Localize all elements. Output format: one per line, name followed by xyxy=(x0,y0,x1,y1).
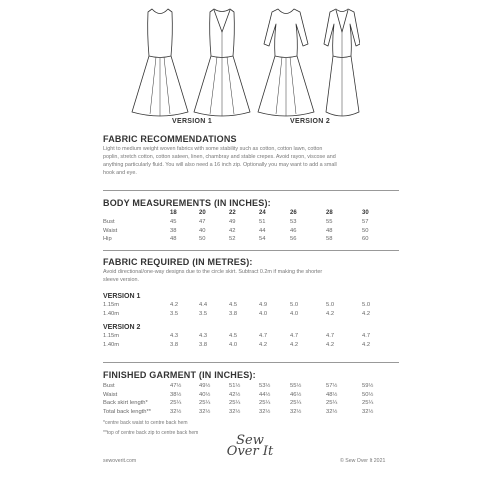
table-row-label: Waist xyxy=(103,227,118,234)
table-row-cell: 5.0 xyxy=(326,302,335,308)
table-row-cell: 53 xyxy=(290,219,297,225)
size-header-cell: 24 xyxy=(259,210,266,216)
divider xyxy=(103,250,399,251)
logo-line: Sew xyxy=(236,433,264,448)
table-row-cell: 32½ xyxy=(229,408,241,415)
version1-label: VERSION 1 xyxy=(172,118,213,125)
table-row-cell: 4.0 xyxy=(229,342,238,348)
table-row-cell: 58 xyxy=(326,236,333,242)
table-row-cell: 4.2 xyxy=(326,311,335,317)
table-row-cell: 51½ xyxy=(229,383,241,389)
fabric-line: anything particularly fluid. You will also need a 16 inch zip. Optionally you may want to add a small xyxy=(103,162,337,168)
table-row-label: 1.15m xyxy=(103,302,120,308)
table-row-cell: 4.7 xyxy=(290,333,299,339)
table-row-cell: 47½ xyxy=(170,383,182,389)
table-row-cell: 25¼ xyxy=(259,400,271,406)
table-row-cell: 4.2 xyxy=(290,342,299,348)
version1-front-dress xyxy=(132,9,188,116)
table-row-label: Waist xyxy=(103,391,118,398)
table-row-cell: 25¼ xyxy=(170,400,182,406)
table-row-cell: 4.2 xyxy=(170,302,179,308)
table-row-label: 1.15m xyxy=(103,333,120,339)
size-header-cell: 28 xyxy=(326,210,333,216)
table-row-cell: 53½ xyxy=(259,383,271,389)
version2-front-dress xyxy=(258,9,314,116)
footnote: *centre back waist to centre back hem xyxy=(103,420,188,426)
footnote: **top of centre back zip to centre back hem xyxy=(103,430,199,436)
sew-over-it-logo xyxy=(220,435,280,457)
dress-illustrations xyxy=(130,4,360,129)
fabric-line: poplin, stretch cotton, cotton sateen, linen, chambray and stable crepes. Avoid rayon, viscose and xyxy=(103,154,336,160)
table-row xyxy=(103,333,399,341)
table-row-cell: 32½ xyxy=(326,408,338,415)
table-row xyxy=(103,342,399,350)
divider xyxy=(103,362,399,363)
table-row-cell: 5.0 xyxy=(290,302,299,308)
table-row-cell: 4.2 xyxy=(259,342,268,348)
table-row-cell: 3.8 xyxy=(229,311,238,317)
table-row-cell: 40½ xyxy=(199,391,211,398)
version2-back-dress xyxy=(324,9,360,116)
table-row-cell: 25¼ xyxy=(229,400,241,406)
fabric-recommendations-heading: FABRIC RECOMMENDATIONS xyxy=(103,134,237,144)
fabric-line: Light to medium weight woven fabrics with some stability such as cotton, cotton lawn, cotton xyxy=(103,146,323,152)
fabric-recommendations-text xyxy=(103,145,399,177)
table-row-cell: 4.7 xyxy=(259,333,268,339)
table-row-label: Bust xyxy=(103,383,115,389)
table-row-label: Total back length** xyxy=(103,408,152,415)
required-line: Avoid directional/one-way designs due to the circle skirt. Subtract 0.2m if making the shorter xyxy=(103,269,323,275)
table-row-cell: 59½ xyxy=(362,383,374,389)
table-row-cell: 60 xyxy=(362,236,369,242)
version2-subheading: VERSION 2 xyxy=(103,324,141,331)
table-row-cell: 4.4 xyxy=(199,302,208,308)
table-row-cell: 5.0 xyxy=(362,302,371,308)
table-row-cell: 48½ xyxy=(326,391,338,398)
table-row-cell: 4.0 xyxy=(259,311,268,317)
table-row-cell: 50½ xyxy=(362,391,374,398)
table-row-cell: 25¼ xyxy=(290,400,302,406)
size-header-row xyxy=(103,210,399,218)
table-row-cell: 3.5 xyxy=(170,311,179,317)
table-row-cell: 52 xyxy=(229,236,236,242)
table-row-cell: 4.9 xyxy=(259,302,268,308)
table-row-cell: 46½ xyxy=(290,391,302,398)
table-row-cell: 4.5 xyxy=(229,333,238,339)
table-row-cell: 25¼ xyxy=(362,400,374,406)
table-row xyxy=(103,219,399,227)
table-row-label: Hip xyxy=(103,236,112,242)
version1-subheading: VERSION 1 xyxy=(103,293,141,300)
table-row-cell: 55 xyxy=(326,219,333,225)
table-row-cell: 57 xyxy=(362,219,369,225)
table-row-cell: 51 xyxy=(259,219,266,225)
table-row-cell: 38 xyxy=(170,227,177,234)
table-row-cell: 3.8 xyxy=(199,342,208,348)
table-row-cell: 40 xyxy=(199,227,206,234)
table-row xyxy=(103,383,399,391)
table-row-label: Back skirt length* xyxy=(103,400,148,406)
table-row-label: Bust xyxy=(103,219,115,225)
table-row xyxy=(103,302,399,310)
table-row-cell: 46 xyxy=(290,227,297,234)
size-header-cell: 20 xyxy=(199,210,206,216)
table-row xyxy=(103,400,399,408)
table-row-cell: 4.2 xyxy=(362,311,371,317)
table-row-cell: 42 xyxy=(229,227,236,234)
body-measurements-heading: BODY MEASUREMENTS (IN INCHES): xyxy=(103,198,271,208)
table-row-cell: 4.3 xyxy=(199,333,208,339)
table-row-label: 1.40m xyxy=(103,311,120,317)
table-row-label: 1.40m xyxy=(103,342,120,348)
size-header-cell: 22 xyxy=(229,210,236,216)
table-row-cell: 32½ xyxy=(170,408,182,415)
table-row xyxy=(103,409,399,417)
table-row-cell: 50 xyxy=(199,236,206,242)
website-link[interactable]: sewoverit.com xyxy=(103,458,137,464)
size-header-cell: 26 xyxy=(290,210,297,216)
table-row-cell: 4.7 xyxy=(362,333,371,339)
table-row-cell: 44½ xyxy=(259,391,271,398)
table-row-cell: 4.5 xyxy=(229,302,238,308)
table-row-cell: 4.7 xyxy=(326,333,335,339)
table-row-cell: 3.5 xyxy=(199,311,208,317)
finished-garment-heading: FINISHED GARMENT (IN INCHES): xyxy=(103,370,256,380)
divider xyxy=(103,190,399,191)
table-row xyxy=(103,228,399,236)
fabric-required-text xyxy=(103,268,399,284)
table-row xyxy=(103,236,399,244)
copyright: © Sew Over It 2021 xyxy=(340,458,386,464)
table-row-cell: 4.2 xyxy=(326,342,335,348)
table-row-cell: 45 xyxy=(170,219,177,225)
logo-line: Over It xyxy=(226,444,274,459)
table-row-cell: 55½ xyxy=(290,383,302,389)
fabric-required-heading: FABRIC REQUIRED (IN METRES): xyxy=(103,257,253,267)
table-row-cell: 3.8 xyxy=(170,342,179,348)
table-row-cell: 57½ xyxy=(326,383,338,389)
table-row-cell: 50 xyxy=(362,227,369,234)
table-row-cell: 38½ xyxy=(170,391,182,398)
table-row-cell: 32½ xyxy=(362,408,374,415)
version1-back-dress xyxy=(194,9,250,116)
table-row-cell: 32½ xyxy=(199,408,211,415)
table-row-cell: 42½ xyxy=(229,391,241,398)
table-row-cell: 4.3 xyxy=(170,333,179,339)
table-row xyxy=(103,392,399,400)
table-row-cell: 4.0 xyxy=(290,311,299,317)
table-row-cell: 48 xyxy=(170,236,177,242)
table-row-cell: 54 xyxy=(259,236,266,242)
table-row-cell: 47 xyxy=(199,219,206,225)
required-line: sleeve version. xyxy=(103,277,139,283)
table-row-cell: 48 xyxy=(326,227,333,234)
fabric-line: hook and eye. xyxy=(103,170,137,176)
table-row-cell: 56 xyxy=(290,236,297,242)
table-row-cell: 32½ xyxy=(290,408,302,415)
version2-label: VERSION 2 xyxy=(290,118,331,125)
table-row-cell: 49½ xyxy=(199,383,211,389)
table-row-cell: 49 xyxy=(229,219,236,225)
table-row-cell: 44 xyxy=(259,227,266,234)
table-row xyxy=(103,311,399,319)
size-header-cell: 18 xyxy=(170,210,177,216)
table-row-cell: 25¼ xyxy=(199,400,211,406)
table-row-cell: 32½ xyxy=(259,408,271,415)
table-row-cell: 4.2 xyxy=(362,342,371,348)
table-row-cell: 25¼ xyxy=(326,400,338,406)
size-header-cell: 30 xyxy=(362,210,369,216)
